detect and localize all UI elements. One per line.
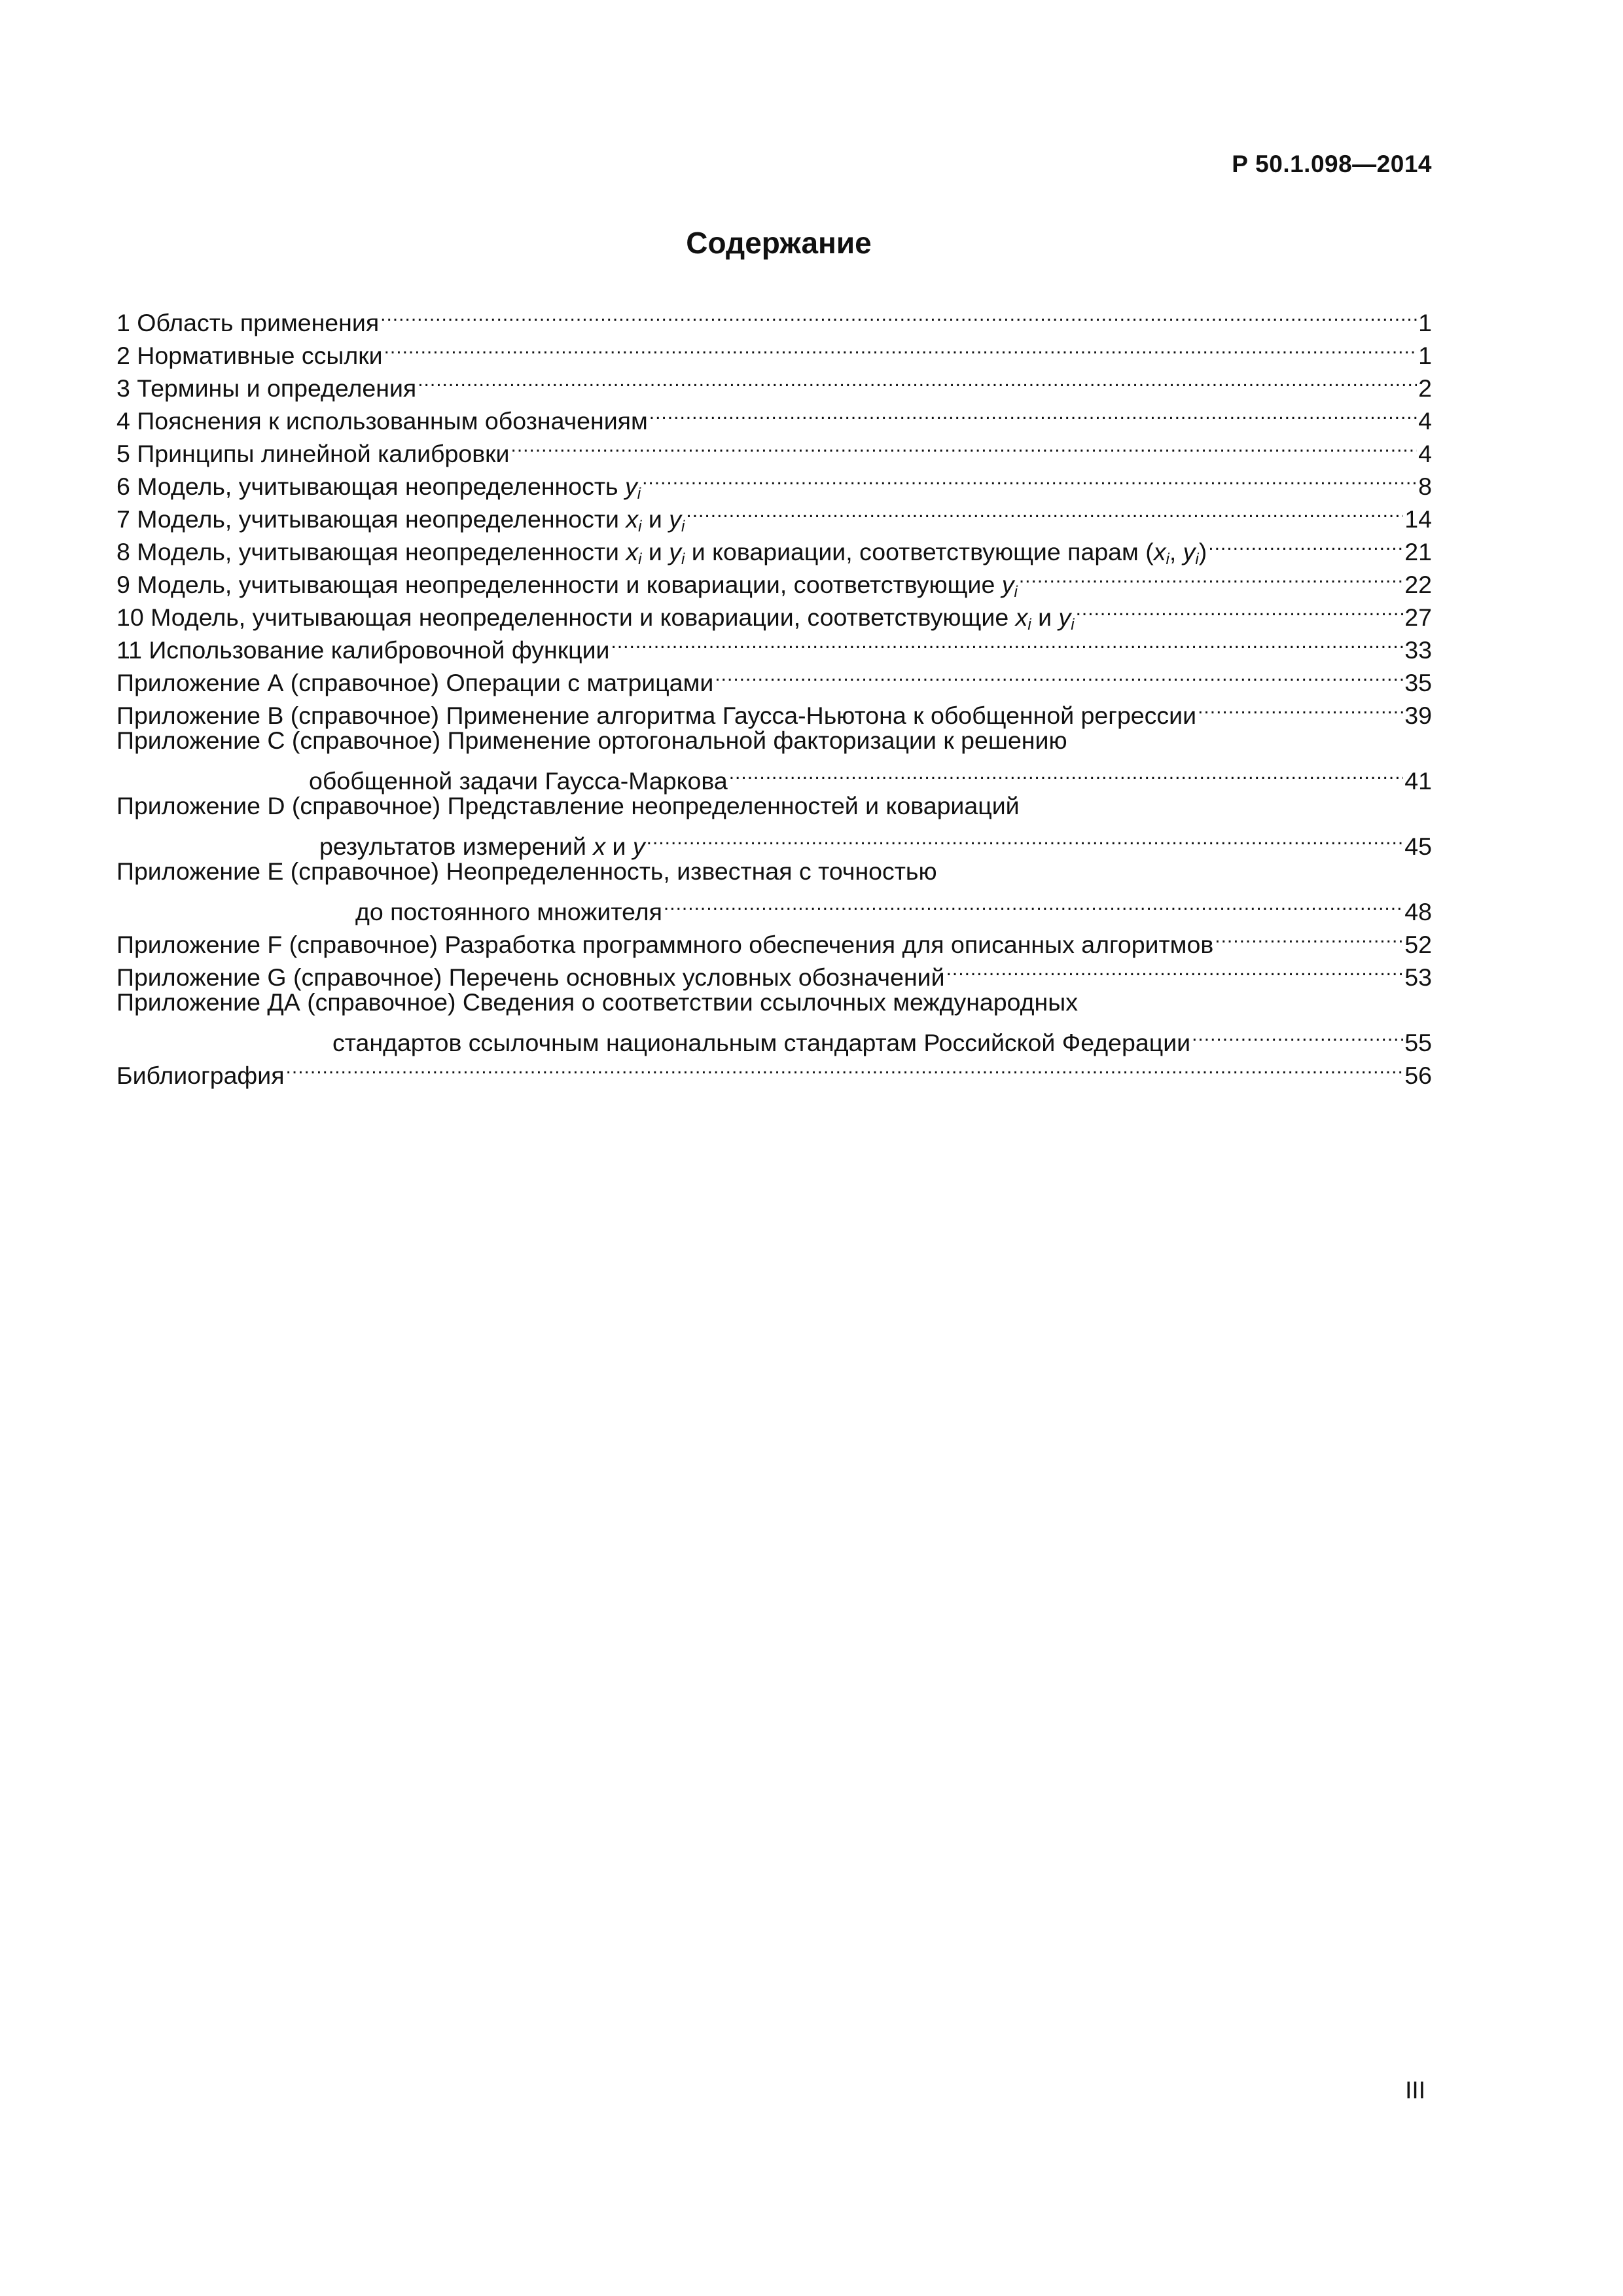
toc-entry-label: 5 Принципы линейной калибровки <box>116 440 510 467</box>
toc-entry-appendix-d-cont <box>116 822 1432 860</box>
toc-entry-page: 1 <box>1418 309 1432 336</box>
toc-entry-label: 7 Модель, учитывающая неопределенности $x_i$ и $y_i$ <box>116 505 685 535</box>
dot-leader <box>418 364 1417 397</box>
toc-entry-label: обобщенной задачи Гаусса-Маркова <box>309 767 728 795</box>
toc-entry-label: 10 Модель, учитывающая неопределенности и ковариации, соответствующие $x_i$ и $y_i$ <box>116 603 1075 634</box>
toc-entry-page: 39 <box>1404 702 1432 729</box>
toc-entry-label: 6 Модель, учитывающая неопределенность $y_i$ <box>116 473 641 503</box>
toc-entry-page: 41 <box>1404 767 1432 795</box>
dot-leader <box>946 953 1404 986</box>
toc-entry-appendix-e <box>116 855 1432 888</box>
toc-entry-page: 22 <box>1404 571 1432 598</box>
table-of-contents <box>116 298 1432 1089</box>
dot-leader <box>664 888 1403 920</box>
toc-entry-page: 48 <box>1404 898 1432 925</box>
toc-entry-appendix-d <box>116 789 1432 822</box>
toc-entry-label: 3 Термины и определения <box>116 374 417 402</box>
dot-leader <box>729 757 1404 789</box>
dot-leader <box>384 331 1418 364</box>
dot-leader <box>380 298 1417 331</box>
dot-leader <box>642 462 1417 495</box>
dot-leader <box>1198 691 1403 724</box>
page-number: III <box>1405 2077 1425 2104</box>
dot-leader <box>1208 528 1403 560</box>
toc-entry-page: 2 <box>1418 374 1432 402</box>
toc-entry-label: результатов измерений x и y <box>319 833 645 860</box>
toc-entry-page: 33 <box>1404 636 1432 664</box>
toc-entry-page: 35 <box>1404 669 1432 696</box>
toc-entry-page: 8 <box>1418 473 1432 500</box>
toc-entry-page: 27 <box>1404 603 1432 631</box>
dot-leader <box>1192 1018 1403 1051</box>
dot-leader <box>715 658 1403 691</box>
dot-leader <box>1019 560 1403 593</box>
toc-entry-label: 9 Модель, учитывающая неопределенности и ковариации, соответствующие $y_i$ <box>116 571 1018 601</box>
toc-entry-label: Приложение А (справочное) Операции с матрицами <box>116 669 714 696</box>
toc-entry-page: 4 <box>1418 440 1432 467</box>
toc-entry-label: Приложение G (справочное) Перечень основных условных обозначений <box>116 963 945 991</box>
toc-entry-label: 1 Область применения <box>116 309 380 336</box>
toc-entry-label: 4 Пояснения к использованным обозначениям <box>116 407 648 435</box>
toc-entry-label: Приложение В (справочное) Применение алгоритма Гаусса-Ньютона к обобщенной регрессии <box>116 702 1197 729</box>
toc-entry-page: 21 <box>1404 538 1432 565</box>
toc-entry-page: 55 <box>1404 1029 1432 1056</box>
dot-leader <box>286 1051 1404 1084</box>
toc-entry-label: Приложение ДА (справочное) Сведения о соответствии ссылочных международных <box>116 988 1078 1016</box>
toc-entry-appendix-c-cont <box>116 757 1432 795</box>
document-code: Р 50.1.098—2014 <box>1232 151 1432 177</box>
dot-leader <box>647 822 1404 855</box>
dot-leader <box>611 626 1404 658</box>
toc-entry-appendix-c <box>116 724 1432 757</box>
toc-entry-label: Приложение D (справочное) Представление неопределенностей и ковариаций <box>116 792 1020 819</box>
toc-entry-page: 52 <box>1404 931 1432 958</box>
toc-entry-bibliography <box>116 1051 1432 1089</box>
toc-entry-page: 45 <box>1404 833 1432 860</box>
dot-leader <box>1215 920 1403 953</box>
dot-leader <box>686 495 1403 528</box>
toc-entry-appendix-e-cont <box>116 888 1432 925</box>
toc-entry-label: стандартов ссылочным национальным стандартам Российской Федерации <box>332 1029 1191 1056</box>
toc-entry-label: до постоянного множителя <box>355 898 662 925</box>
toc-entry-page: 14 <box>1404 505 1432 533</box>
toc-entry-label: Библиография <box>116 1062 285 1089</box>
toc-entry-label: 2 Нормативные ссылки <box>116 342 383 369</box>
toc-entry-appendix-da-cont <box>116 1018 1432 1056</box>
toc-entry-1 <box>116 298 1432 336</box>
dot-leader <box>1076 593 1404 626</box>
toc-entry-label: Приложение F (справочное) Разработка программного обеспечения для описанных алгоритмов <box>116 931 1214 958</box>
page-title: Содержание <box>686 226 872 260</box>
dot-leader <box>511 429 1418 462</box>
toc-entry-label: Приложение Е (справочное) Неопределенность, известная с точностью <box>116 857 937 885</box>
toc-entry-page: 1 <box>1418 342 1432 369</box>
toc-entry-label: 8 Модель, учитывающая неопределенности $x_i$ и $y_i$ и ковариации, соответствующие парам ($x_i$, $y_i$) <box>116 538 1207 568</box>
dot-leader <box>649 397 1417 429</box>
toc-entry-label: 11 Использование калибровочной функции <box>116 636 610 664</box>
toc-entry-appendix-da <box>116 986 1432 1018</box>
toc-entry-label: Приложение С (справочное) Применение ортогональной факторизации к решению <box>116 726 1067 754</box>
toc-entry-page: 53 <box>1404 963 1432 991</box>
toc-entry-appendix-f <box>116 920 1432 958</box>
toc-entry-page: 56 <box>1404 1062 1432 1089</box>
toc-entry-page: 4 <box>1418 407 1432 435</box>
